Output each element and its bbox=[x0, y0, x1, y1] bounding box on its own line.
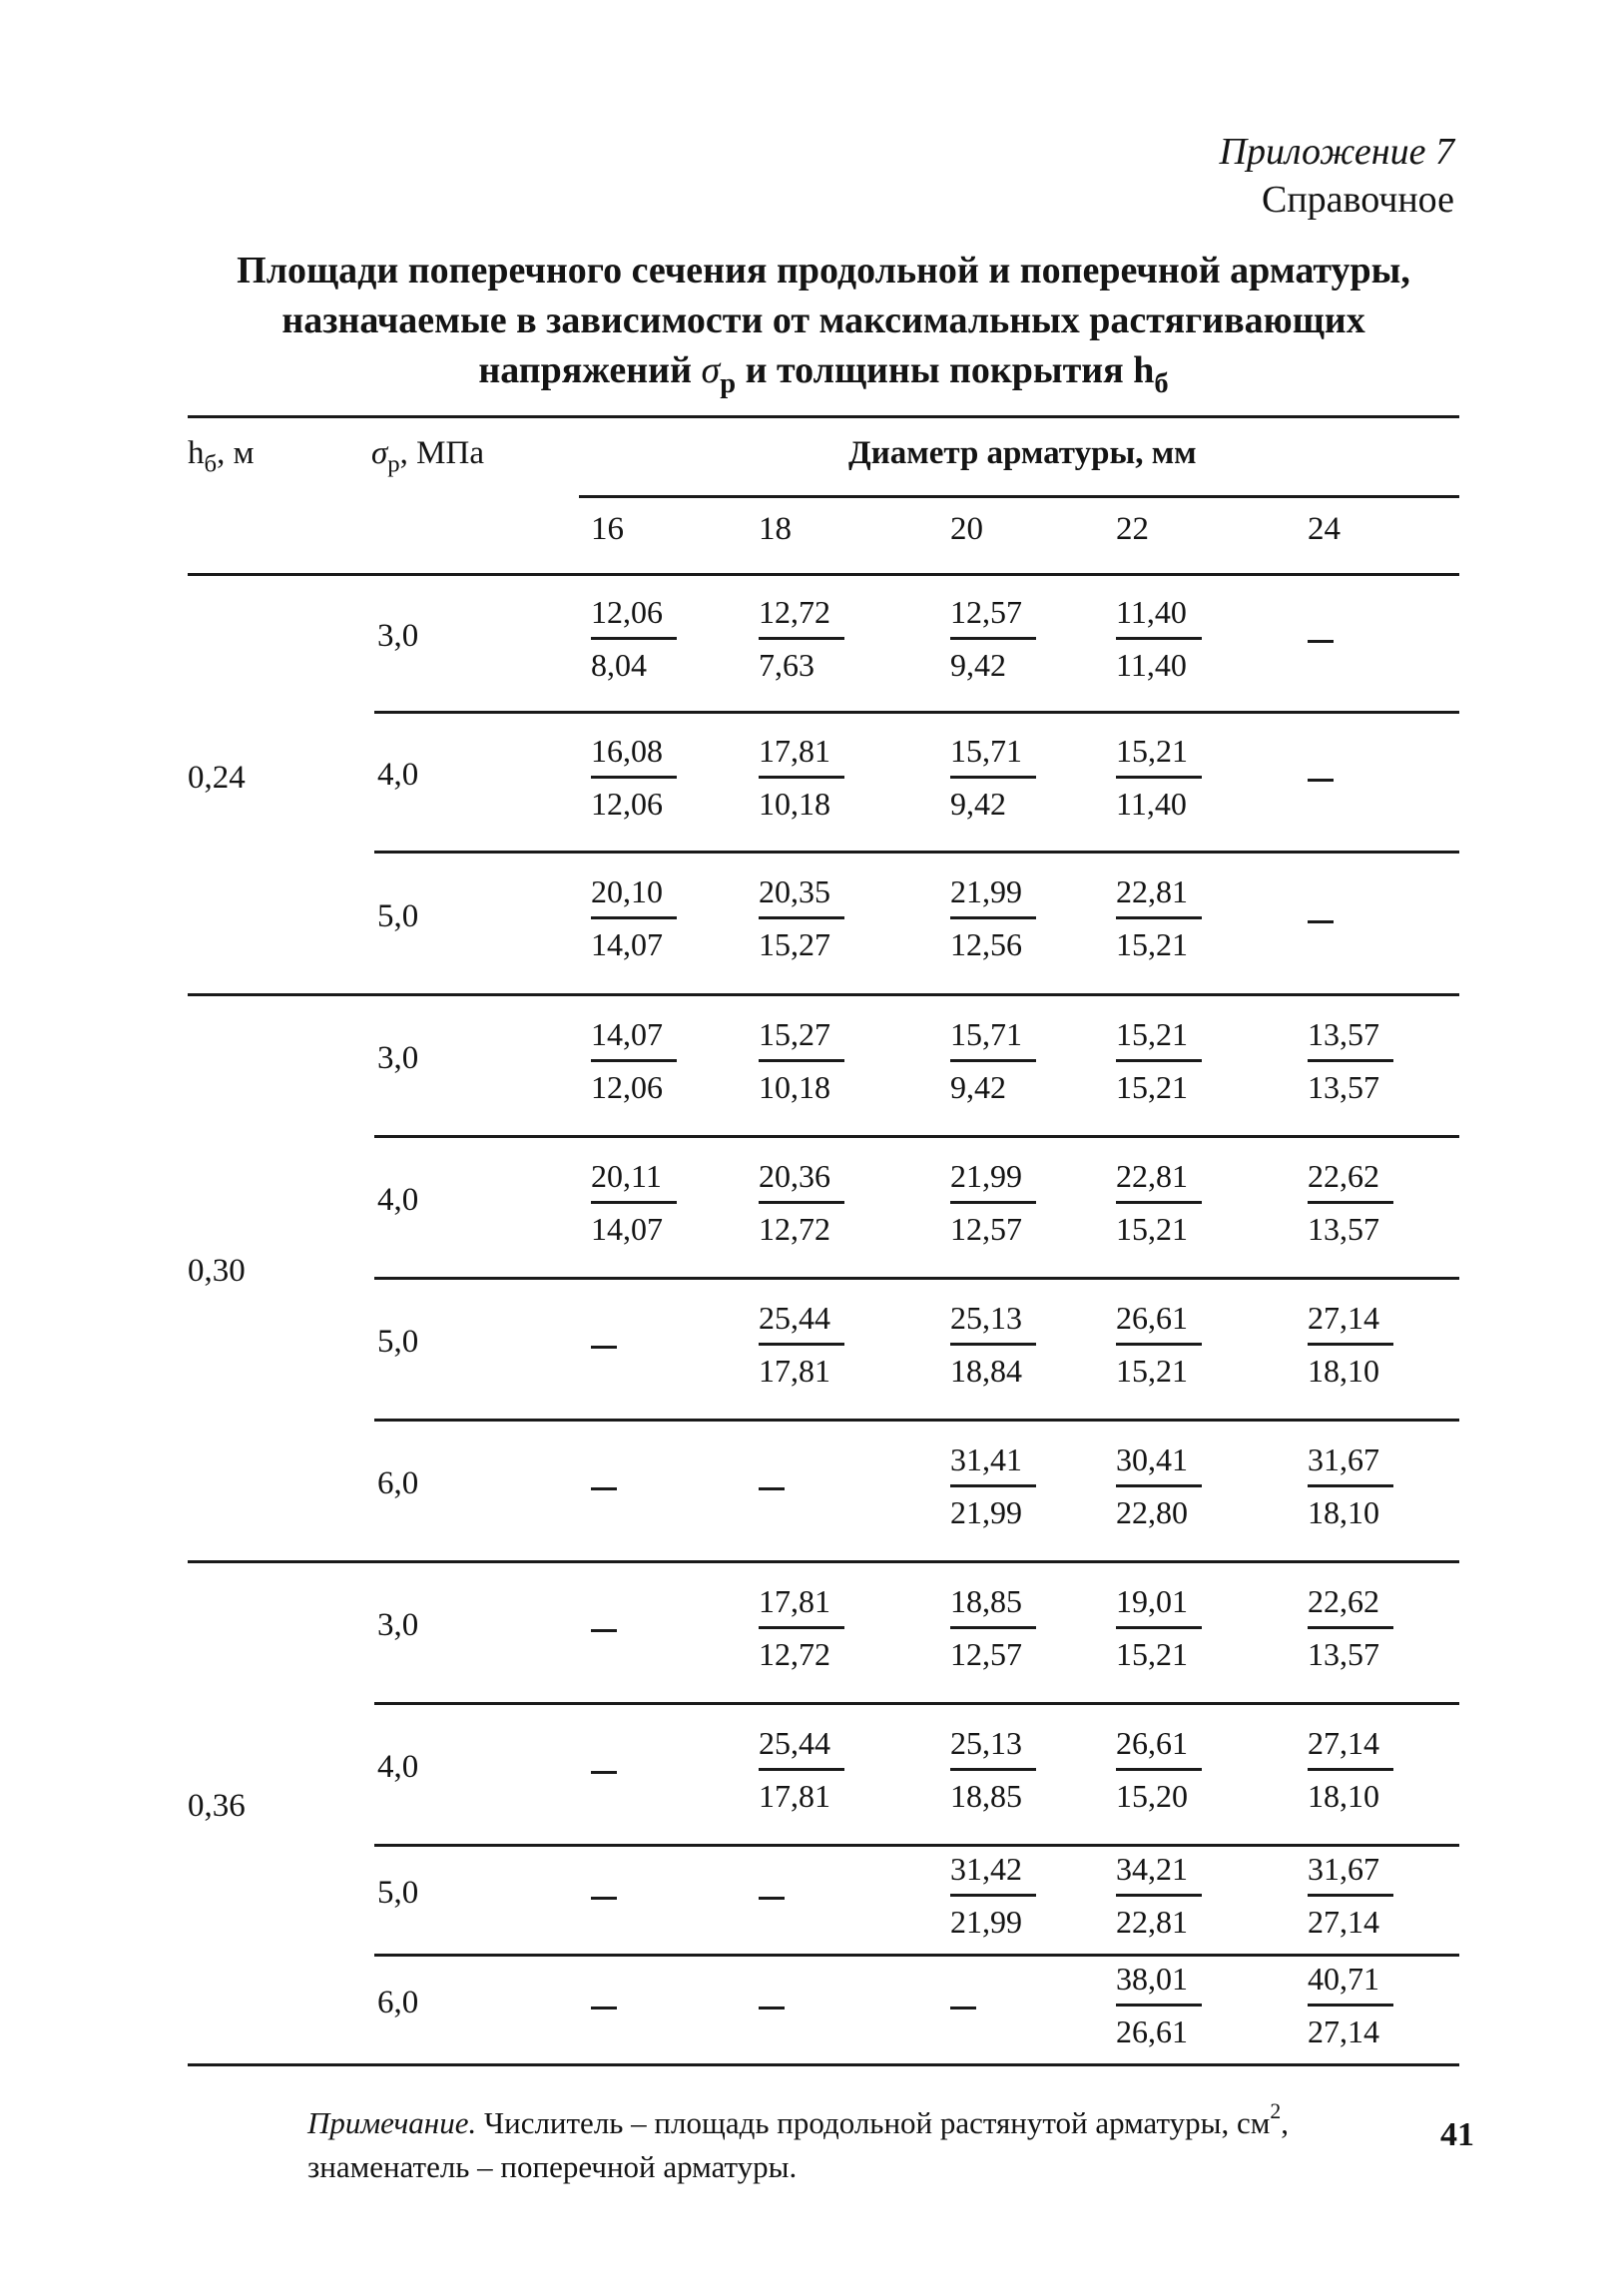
table-top-rule bbox=[188, 415, 1459, 418]
row-separator bbox=[374, 1277, 1459, 1280]
table-cell bbox=[1116, 1724, 1226, 1815]
cell-numerator: 40,71 bbox=[1308, 1960, 1379, 1997]
table-cell bbox=[759, 732, 868, 823]
table-cell bbox=[950, 1299, 1060, 1390]
table-cell bbox=[759, 872, 868, 963]
empty-cell-dash bbox=[759, 1487, 785, 1490]
sigma-value: 3,0 bbox=[377, 1040, 419, 1076]
cell-denominator: 18,85 bbox=[950, 1777, 1022, 1814]
col-header-diameter: 20 bbox=[950, 511, 983, 547]
table-cell bbox=[591, 732, 701, 823]
cell-denominator: 12,56 bbox=[950, 926, 1022, 962]
cell-denominator: 17,81 bbox=[759, 1352, 830, 1389]
cell-numerator: 12,06 bbox=[591, 593, 663, 630]
sigma-value: 4,0 bbox=[377, 757, 419, 793]
title-line-3-mid: и толщины покрытия bbox=[745, 349, 1124, 391]
fraction-bar bbox=[1116, 1894, 1202, 1897]
empty-cell-dash bbox=[1308, 640, 1334, 643]
table-cell bbox=[1308, 1850, 1417, 1941]
cell-numerator: 19,01 bbox=[1116, 1582, 1188, 1619]
cell-numerator: 20,36 bbox=[759, 1157, 830, 1194]
cell-numerator: 15,27 bbox=[759, 1015, 830, 1052]
fraction-bar bbox=[1116, 1484, 1202, 1487]
h-value: 0,30 bbox=[188, 1253, 246, 1289]
cell-denominator: 9,42 bbox=[950, 646, 1006, 683]
fraction-bar bbox=[591, 1201, 677, 1204]
table-cell bbox=[1116, 1850, 1226, 1941]
cell-denominator: 21,99 bbox=[950, 1903, 1022, 1940]
cell-numerator: 31,42 bbox=[950, 1850, 1022, 1887]
title-line-1: Площади поперечного сечения продольной и поперечной арматуры, bbox=[237, 250, 1410, 291]
cell-numerator: 15,71 bbox=[950, 732, 1022, 769]
empty-cell-dash bbox=[591, 1629, 617, 1632]
appendix-type: Справочное bbox=[1261, 179, 1454, 221]
table-cell bbox=[591, 593, 701, 684]
fraction-bar bbox=[1116, 1059, 1202, 1062]
fraction-bar bbox=[1116, 1201, 1202, 1204]
col-header-diameter: 24 bbox=[1308, 511, 1341, 547]
table-cell bbox=[1308, 1724, 1417, 1815]
table-cell bbox=[591, 1015, 701, 1106]
cell-denominator: 18,10 bbox=[1308, 1777, 1379, 1814]
cell-numerator: 20,35 bbox=[759, 873, 830, 909]
cell-numerator: 12,57 bbox=[950, 593, 1022, 630]
sigma-value: 5,0 bbox=[377, 897, 419, 934]
note-text: Числитель – площадь продольной растянутой арматуры, см bbox=[483, 2105, 1271, 2140]
row-separator bbox=[374, 1702, 1459, 1705]
cell-denominator: 14,07 bbox=[591, 1210, 663, 1247]
fraction-bar bbox=[1116, 637, 1202, 640]
fraction-bar bbox=[950, 1894, 1036, 1897]
sigma-value: 5,0 bbox=[377, 1324, 419, 1360]
table-cell bbox=[1116, 1582, 1226, 1673]
cell-numerator: 21,99 bbox=[950, 873, 1022, 909]
table-cell bbox=[1116, 1299, 1226, 1390]
cell-denominator: 27,14 bbox=[1308, 1903, 1379, 1940]
page-number: 41 bbox=[1440, 2116, 1474, 2153]
sigma-value: 3,0 bbox=[377, 618, 419, 654]
table-cell bbox=[1116, 1960, 1226, 2050]
fraction-bar bbox=[950, 1626, 1036, 1629]
note-text-end: , bbox=[1281, 2105, 1289, 2140]
cell-denominator: 13,57 bbox=[1308, 1210, 1379, 1247]
title-line-3-prefix: напряжений bbox=[478, 349, 692, 391]
table-cell bbox=[950, 872, 1060, 963]
table-cell bbox=[759, 593, 868, 684]
cell-numerator: 31,41 bbox=[950, 1440, 1022, 1477]
cell-denominator: 15,21 bbox=[1116, 1068, 1188, 1105]
table-cell bbox=[1116, 732, 1226, 823]
row-separator bbox=[374, 711, 1459, 714]
appendix-header bbox=[1220, 128, 1454, 224]
cell-numerator: 17,81 bbox=[759, 732, 830, 769]
table-cell bbox=[591, 872, 701, 963]
title-line-3 bbox=[190, 345, 1457, 399]
cell-denominator: 9,42 bbox=[950, 1068, 1006, 1105]
sigma-value: 3,0 bbox=[377, 1607, 419, 1643]
fraction-bar bbox=[1308, 1343, 1393, 1346]
cell-denominator: 15,21 bbox=[1116, 926, 1188, 962]
cell-numerator: 20,11 bbox=[591, 1157, 662, 1194]
table-cell bbox=[1308, 1960, 1417, 2050]
fraction-bar bbox=[950, 916, 1036, 919]
fraction-bar bbox=[759, 1059, 844, 1062]
table-cell bbox=[950, 1724, 1060, 1815]
note-line-1 bbox=[307, 2098, 1455, 2145]
fraction-bar bbox=[759, 776, 844, 779]
cell-numerator: 25,44 bbox=[759, 1299, 830, 1336]
empty-cell-dash bbox=[950, 2007, 976, 2009]
fraction-bar bbox=[759, 637, 844, 640]
table-cell bbox=[950, 732, 1060, 823]
col-header-h-symbol: h bbox=[188, 435, 205, 471]
fraction-bar bbox=[1308, 1201, 1393, 1204]
note-line-2: знаменатель – поперечной арматуры. bbox=[307, 2149, 798, 2184]
cell-denominator: 27,14 bbox=[1308, 2012, 1379, 2049]
diameter-group-rule bbox=[579, 495, 1459, 498]
note-label: Примечание. bbox=[307, 2105, 477, 2140]
cell-denominator: 15,21 bbox=[1116, 1352, 1188, 1389]
fraction-bar bbox=[759, 1626, 844, 1629]
fraction-bar bbox=[1308, 1626, 1393, 1629]
cell-numerator: 30,41 bbox=[1116, 1440, 1188, 1477]
empty-cell-dash bbox=[591, 1346, 617, 1349]
col-header-h bbox=[188, 433, 255, 478]
col-header-sigma bbox=[371, 433, 484, 478]
table-cell bbox=[591, 1157, 701, 1248]
table-cell bbox=[950, 1582, 1060, 1673]
cell-denominator: 17,81 bbox=[759, 1777, 830, 1814]
table-cell bbox=[1116, 1440, 1226, 1531]
cell-denominator: 18,10 bbox=[1308, 1493, 1379, 1530]
appendix-number: Приложение 7 bbox=[1219, 131, 1454, 173]
table-cell bbox=[1308, 1299, 1417, 1390]
cell-numerator: 26,61 bbox=[1116, 1299, 1188, 1336]
col-header-diameter: 22 bbox=[1116, 511, 1149, 547]
cell-denominator: 15,21 bbox=[1116, 1635, 1188, 1672]
group-separator bbox=[188, 1560, 1459, 1563]
table-cell bbox=[950, 1015, 1060, 1106]
cell-denominator: 12,57 bbox=[950, 1635, 1022, 1672]
table-cell bbox=[759, 1015, 868, 1106]
col-header-diameter: 18 bbox=[759, 511, 792, 547]
cell-denominator: 12,72 bbox=[759, 1210, 830, 1247]
fraction-bar bbox=[950, 637, 1036, 640]
cell-numerator: 15,71 bbox=[950, 1015, 1022, 1052]
row-separator bbox=[374, 1844, 1459, 1847]
fraction-bar bbox=[759, 916, 844, 919]
cell-numerator: 22,62 bbox=[1308, 1582, 1379, 1619]
cell-numerator: 27,14 bbox=[1308, 1299, 1379, 1336]
empty-cell-dash bbox=[759, 1897, 785, 1900]
empty-cell-dash bbox=[591, 2007, 617, 2009]
fraction-bar bbox=[1308, 2004, 1393, 2007]
table-cell bbox=[1308, 1015, 1417, 1106]
cell-numerator: 15,21 bbox=[1116, 1015, 1188, 1052]
table-cell bbox=[1308, 1440, 1417, 1531]
h-value: 0,24 bbox=[188, 759, 246, 796]
cell-numerator: 14,07 bbox=[591, 1015, 663, 1052]
cell-numerator: 26,61 bbox=[1116, 1724, 1188, 1761]
table-cell bbox=[1308, 1582, 1417, 1673]
cell-denominator: 10,18 bbox=[759, 1068, 830, 1105]
cell-denominator: 15,20 bbox=[1116, 1777, 1188, 1814]
cell-numerator: 27,14 bbox=[1308, 1724, 1379, 1761]
cell-denominator: 10,18 bbox=[759, 785, 830, 822]
table-cell bbox=[759, 1299, 868, 1390]
table-note bbox=[307, 2098, 1455, 2189]
col-header-h-subscript: б bbox=[204, 450, 218, 478]
cell-denominator: 12,06 bbox=[591, 785, 663, 822]
cell-denominator: 22,80 bbox=[1116, 1493, 1188, 1530]
cell-numerator: 25,13 bbox=[950, 1724, 1022, 1761]
row-separator bbox=[374, 1135, 1459, 1138]
sigma-value: 5,0 bbox=[377, 1875, 419, 1911]
cell-denominator: 14,07 bbox=[591, 926, 663, 962]
row-separator bbox=[374, 1419, 1459, 1422]
cell-denominator: 7,63 bbox=[759, 646, 814, 683]
col-header-sigma-subscript: р bbox=[387, 450, 400, 478]
sigma-value: 6,0 bbox=[377, 1465, 419, 1501]
cell-denominator: 9,42 bbox=[950, 785, 1006, 822]
cell-numerator: 31,67 bbox=[1308, 1440, 1379, 1477]
fraction-bar bbox=[1308, 1768, 1393, 1771]
fraction-bar bbox=[950, 1484, 1036, 1487]
h-value: 0,36 bbox=[188, 1788, 246, 1824]
col-header-diameter: 16 bbox=[591, 511, 624, 547]
table-title bbox=[190, 246, 1457, 399]
cell-denominator: 22,81 bbox=[1116, 1903, 1188, 1940]
group-separator bbox=[188, 993, 1459, 996]
empty-cell-dash bbox=[759, 2007, 785, 2009]
fraction-bar bbox=[1308, 1894, 1393, 1897]
col-header-sigma-unit: , МПа bbox=[399, 435, 484, 471]
title-h-subscript: б bbox=[1154, 367, 1169, 399]
cell-numerator: 18,85 bbox=[950, 1582, 1022, 1619]
table-cell bbox=[950, 1440, 1060, 1531]
empty-cell-dash bbox=[591, 1897, 617, 1900]
sigma-value: 6,0 bbox=[377, 1985, 419, 2020]
sigma-value: 4,0 bbox=[377, 1182, 419, 1218]
cell-denominator: 15,21 bbox=[1116, 1210, 1188, 1247]
cell-numerator: 34,21 bbox=[1116, 1850, 1188, 1887]
empty-cell-dash bbox=[1308, 779, 1334, 782]
table-cell bbox=[1116, 593, 1226, 684]
fraction-bar bbox=[1116, 916, 1202, 919]
group-separator bbox=[188, 2063, 1459, 2066]
cell-denominator: 12,72 bbox=[759, 1635, 830, 1672]
cell-denominator: 18,10 bbox=[1308, 1352, 1379, 1389]
note-superscript: 2 bbox=[1270, 2098, 1282, 2123]
fraction-bar bbox=[759, 1201, 844, 1204]
cell-denominator: 13,57 bbox=[1308, 1068, 1379, 1105]
fraction-bar bbox=[1308, 1484, 1393, 1487]
cell-denominator: 8,04 bbox=[591, 646, 647, 683]
fraction-bar bbox=[950, 776, 1036, 779]
cell-denominator: 26,61 bbox=[1116, 2012, 1188, 2049]
col-header-sigma-symbol: σ bbox=[371, 435, 388, 471]
table-cell bbox=[950, 593, 1060, 684]
table-cell bbox=[759, 1582, 868, 1673]
row-separator bbox=[374, 851, 1459, 854]
cell-numerator: 38,01 bbox=[1116, 1960, 1188, 1997]
cell-numerator: 20,10 bbox=[591, 873, 663, 909]
fraction-bar bbox=[950, 1201, 1036, 1204]
cell-numerator: 22,81 bbox=[1116, 873, 1188, 909]
table-cell bbox=[1116, 872, 1226, 963]
cell-numerator: 31,67 bbox=[1308, 1850, 1379, 1887]
fraction-bar bbox=[591, 637, 677, 640]
fraction-bar bbox=[1116, 1343, 1202, 1346]
cell-numerator: 22,62 bbox=[1308, 1157, 1379, 1194]
fraction-bar bbox=[1116, 1626, 1202, 1629]
cell-numerator: 12,72 bbox=[759, 593, 830, 630]
table-cell bbox=[950, 1850, 1060, 1941]
title-h-symbol: h bbox=[1133, 349, 1155, 391]
fraction-bar bbox=[1116, 1768, 1202, 1771]
col-header-h-unit: , м bbox=[217, 435, 255, 471]
cell-denominator: 12,57 bbox=[950, 1210, 1022, 1247]
cell-denominator: 11,40 bbox=[1116, 785, 1187, 822]
cell-numerator: 17,81 bbox=[759, 1582, 830, 1619]
cell-denominator: 15,27 bbox=[759, 926, 830, 962]
fraction-bar bbox=[591, 916, 677, 919]
cell-numerator: 25,44 bbox=[759, 1724, 830, 1761]
cell-denominator: 11,40 bbox=[1116, 646, 1187, 683]
empty-cell-dash bbox=[591, 1771, 617, 1774]
fraction-bar bbox=[950, 1343, 1036, 1346]
table-cell bbox=[1308, 1157, 1417, 1248]
fraction-bar bbox=[1116, 2004, 1202, 2007]
fraction-bar bbox=[1116, 776, 1202, 779]
table-cell bbox=[759, 1157, 868, 1248]
empty-cell-dash bbox=[1308, 920, 1334, 923]
cell-numerator: 16,08 bbox=[591, 732, 663, 769]
cell-numerator: 11,40 bbox=[1116, 593, 1187, 630]
cell-denominator: 13,57 bbox=[1308, 1635, 1379, 1672]
table-cell bbox=[759, 1724, 868, 1815]
sigma-value: 4,0 bbox=[377, 1749, 419, 1785]
fraction-bar bbox=[950, 1059, 1036, 1062]
table-cell bbox=[1116, 1157, 1226, 1248]
cell-numerator: 22,81 bbox=[1116, 1157, 1188, 1194]
header-bottom-rule bbox=[188, 573, 1459, 576]
fraction-bar bbox=[591, 776, 677, 779]
cell-denominator: 12,06 bbox=[591, 1068, 663, 1105]
cell-numerator: 13,57 bbox=[1308, 1015, 1379, 1052]
fraction-bar bbox=[950, 1768, 1036, 1771]
fraction-bar bbox=[1308, 1059, 1393, 1062]
table-cell bbox=[950, 1157, 1060, 1248]
cell-denominator: 18,84 bbox=[950, 1352, 1022, 1389]
row-separator bbox=[374, 1954, 1459, 1957]
title-line-2: назначаемые в зависимости от максимальных растягивающих bbox=[281, 299, 1365, 341]
col-header-diameter-group: Диаметр арматуры, мм bbox=[848, 435, 1197, 471]
table-cell bbox=[1116, 1015, 1226, 1106]
empty-cell-dash bbox=[591, 1487, 617, 1490]
title-sigma-symbol: σ bbox=[701, 349, 721, 391]
fraction-bar bbox=[591, 1059, 677, 1062]
fraction-bar bbox=[759, 1768, 844, 1771]
fraction-bar bbox=[759, 1343, 844, 1346]
title-sigma-subscript: р bbox=[720, 367, 737, 399]
cell-numerator: 21,99 bbox=[950, 1157, 1022, 1194]
cell-numerator: 15,21 bbox=[1116, 732, 1188, 769]
cell-denominator: 21,99 bbox=[950, 1493, 1022, 1530]
cell-numerator: 25,13 bbox=[950, 1299, 1022, 1336]
